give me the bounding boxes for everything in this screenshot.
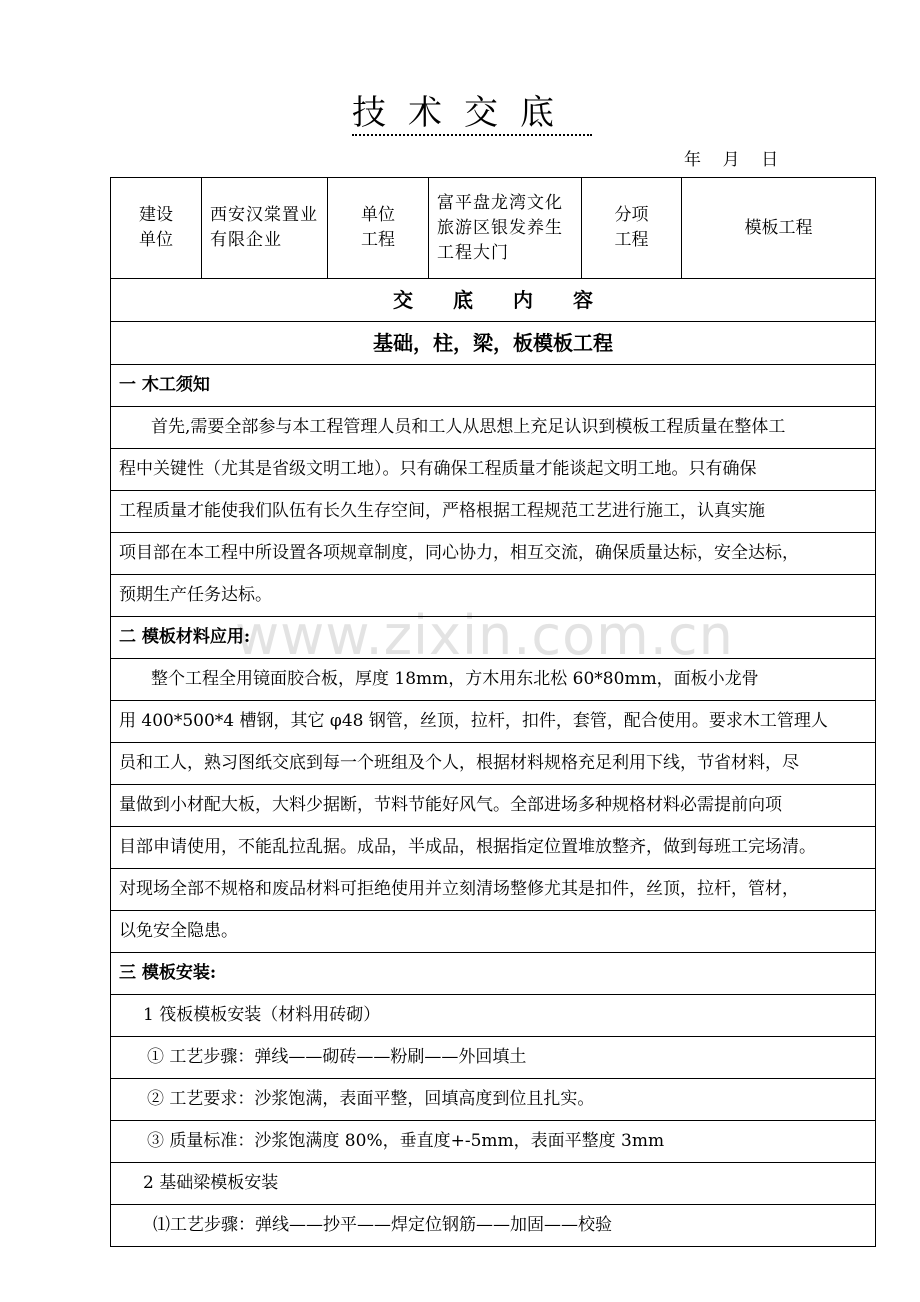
sub-project-value: 模板工程 (682, 178, 876, 279)
text-line: 程中关键性（尤其是省级文明工地）。只有确保工程质量才能谈起文明工地。只有确保 (111, 449, 876, 491)
text-line: 用 400*500*4 槽钢，其它 φ48 钢管，丝顶，拉杆，扣件，套管，配合使用。要求木工管理人 (111, 701, 876, 743)
header-row (111, 178, 876, 279)
section-heading: 三 模板安装: (111, 953, 876, 995)
text-line: 工程质量才能使我们队伍有长久生存空间，严格根据工程规范工艺进行施工，认真实施 (111, 491, 876, 533)
text-line: ② 工艺要求：沙浆饱满，表面平整，回填高度到位且扎实。 (111, 1079, 876, 1121)
unit-project-value: 富平盘龙湾文化旅游区银发养生工程大门 (429, 178, 582, 279)
disclosure-table (110, 177, 876, 1247)
section-heading: 一 木工须知 (111, 365, 876, 407)
document-title: 技术交底 (352, 92, 592, 136)
watermark: www.zixin.com.cn (235, 604, 734, 667)
text-line: ③ 质量标准：沙浆饱满度 80%，垂直度+-5mm，表面平整度 3mm (111, 1121, 876, 1163)
text-line: 首先,需要全部参与本工程管理人员和工人从思想上充足认识到模板工程质量在整体工 (111, 407, 876, 449)
text-line: ① 工艺步骤：弹线——砌砖——粉刷——外回填土 (111, 1037, 876, 1079)
text-line: 整个工程全用镜面胶合板，厚度 18mm，方木用东北松 60*80mm，面板小龙骨 (111, 659, 876, 701)
text-line: 目部申请使用，不能乱拉乱据。成品，半成品，根据指定位置堆放整齐，做到每班工完场清。 (111, 827, 876, 869)
text-line: ⑴工艺步骤：弹线——抄平——焊定位钢筋——加固——校验 (111, 1205, 876, 1247)
text-line: 对现场全部不规格和废品材料可拒绝使用并立刻清场整修尤其是扣件，丝顶，拉杆，管材， (111, 869, 876, 911)
text-line: 员和工人，熟习图纸交底到每一个班组及个人，根据材料规格充足利用下线，节省材料，尽 (111, 743, 876, 785)
construction-unit-value: 西安汉棠置业有限企业 (202, 178, 328, 279)
text-line: 以免安全隐患。 (111, 911, 876, 953)
text-line: 项目部在本工程中所设置各项规章制度，同心协力，相互交流，确保质量达标，安全达标， (111, 533, 876, 575)
section-title: 交底内容 (111, 279, 876, 322)
text-line: 1 筏板模板安装（材料用砖砌） (111, 995, 876, 1037)
construction-unit-label: 建设 单位 (111, 178, 202, 279)
text-line: 量做到小材配大板，大料少据断，节料节能好风气。全部进场多种规格材料必需提前向项 (111, 785, 876, 827)
unit-project-label: 单位 工程 (328, 178, 429, 279)
text-line: 预期生产任务达标。 (111, 575, 876, 617)
section-heading: 二 模板材料应用: (111, 617, 876, 659)
text-line: 2 基础梁模板安装 (111, 1163, 876, 1205)
date-line: 年 月 日 (684, 150, 779, 170)
subtitle: 基础，柱，梁，板模板工程 (111, 322, 876, 365)
sub-project-label: 分项 工程 (582, 178, 682, 279)
